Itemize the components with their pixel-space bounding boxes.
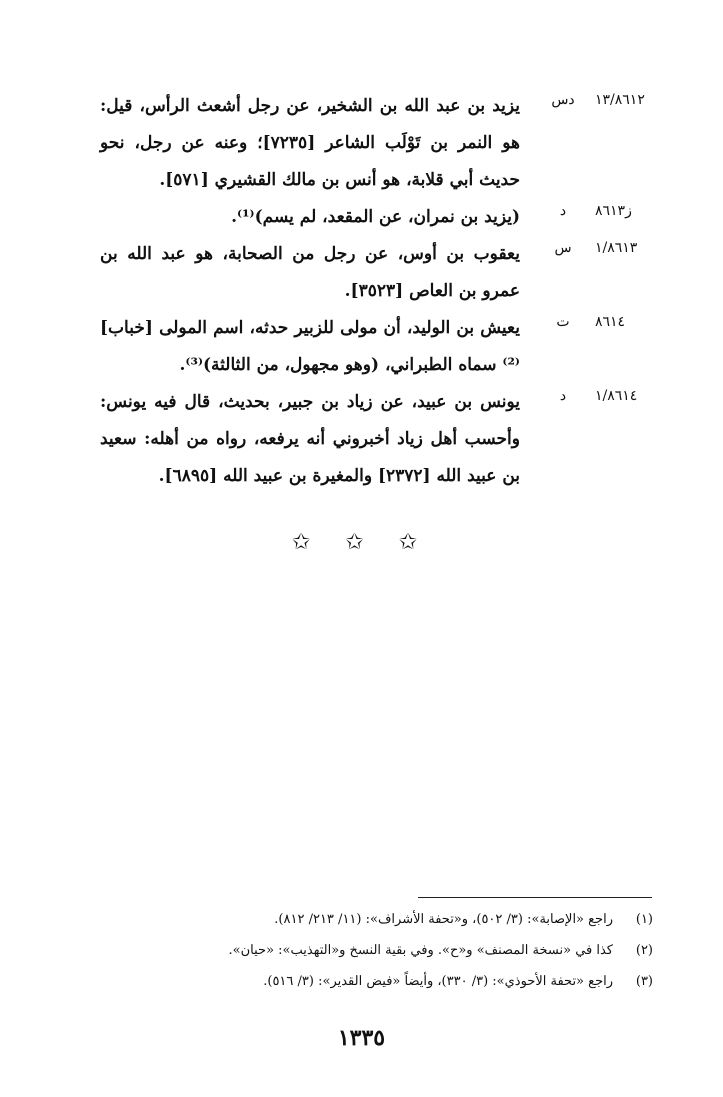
entry-source-code: د <box>559 388 567 404</box>
entry-text: يزيد بن عبد الله بن الشخير، عن رجل أشعث الرأس، قيل: هو النمر بن تَوْلَب الشاعر [٧٢٣٥]؛ وعنه عن رجل، نحو حديث أبي قلابة، هو أنس بن مالك القشيري [٥٧١]. <box>100 96 520 190</box>
footnote-divider <box>418 897 652 898</box>
section-separator-stars: ✩ ✩ ✩ <box>291 530 432 555</box>
entry-text: يعيش بن الوليد، أن مولى للزبير حدثه، اسم المولى [خباب]⁽²⁾ سماه الطبراني، (وهو مجهول، من الثالثة)⁽³⁾. <box>100 318 520 375</box>
entry-text: (يزيد بن نمران، عن المقعد، لم يسم)⁽¹⁾. <box>231 207 520 227</box>
entry-source-code: س <box>554 240 572 256</box>
entry-reference-number: ١٣/٨٦١٢ <box>595 92 645 108</box>
entry-reference-number: ١/٨٦١٤ <box>595 388 638 404</box>
entry-text: يعقوب بن أوس، عن رجل من الصحابة، هو عبد الله بن عمرو بن العاص [٣٥٢٣]. <box>100 244 520 301</box>
entry-reference-number: ز٨٦١٣ <box>595 203 632 219</box>
footnote-text: كذا في «نسخة المصنف» و«ح». وفي بقية النسخ و«التهذيب»: «حيان». <box>228 943 613 958</box>
entry-source-code: د <box>559 203 567 219</box>
entry-reference-number: ٨٦١٤ <box>595 314 626 330</box>
page-number: ١٣٣٥ <box>337 1025 386 1051</box>
footnote-text: راجع «تحفة الأحوذي»: (٣/ ٣٣٠)، وأيضاً «فيض القدير»: (٣/ ٥١٦). <box>263 974 613 989</box>
footnote-number: (١) <box>635 912 653 927</box>
footnote-number: (٢) <box>635 943 653 958</box>
entry-reference-number: ١/٨٦١٣ <box>595 240 638 256</box>
entry-text: يونس بن عبيد، عن زياد بن جبير، بحديث، قال فيه يونس: وأحسب أهل زياد أخبروني أنه يرفعه، رواه من أهله: سعيد بن عبيد الله [٢٣٧٢] والمغيرة بن عبيد الله [٦٨٩٥]. <box>100 392 520 486</box>
entry-source-code: دس <box>551 92 575 108</box>
footnote-text: راجع «الإصابة»: (٣/ ٥٠٢)، و«تحفة الأشراف»: (١١/ ٢١٣/ ٨١٢). <box>274 912 613 927</box>
entry-source-code: ت <box>556 314 570 330</box>
footnote-number: (٣) <box>635 974 653 989</box>
